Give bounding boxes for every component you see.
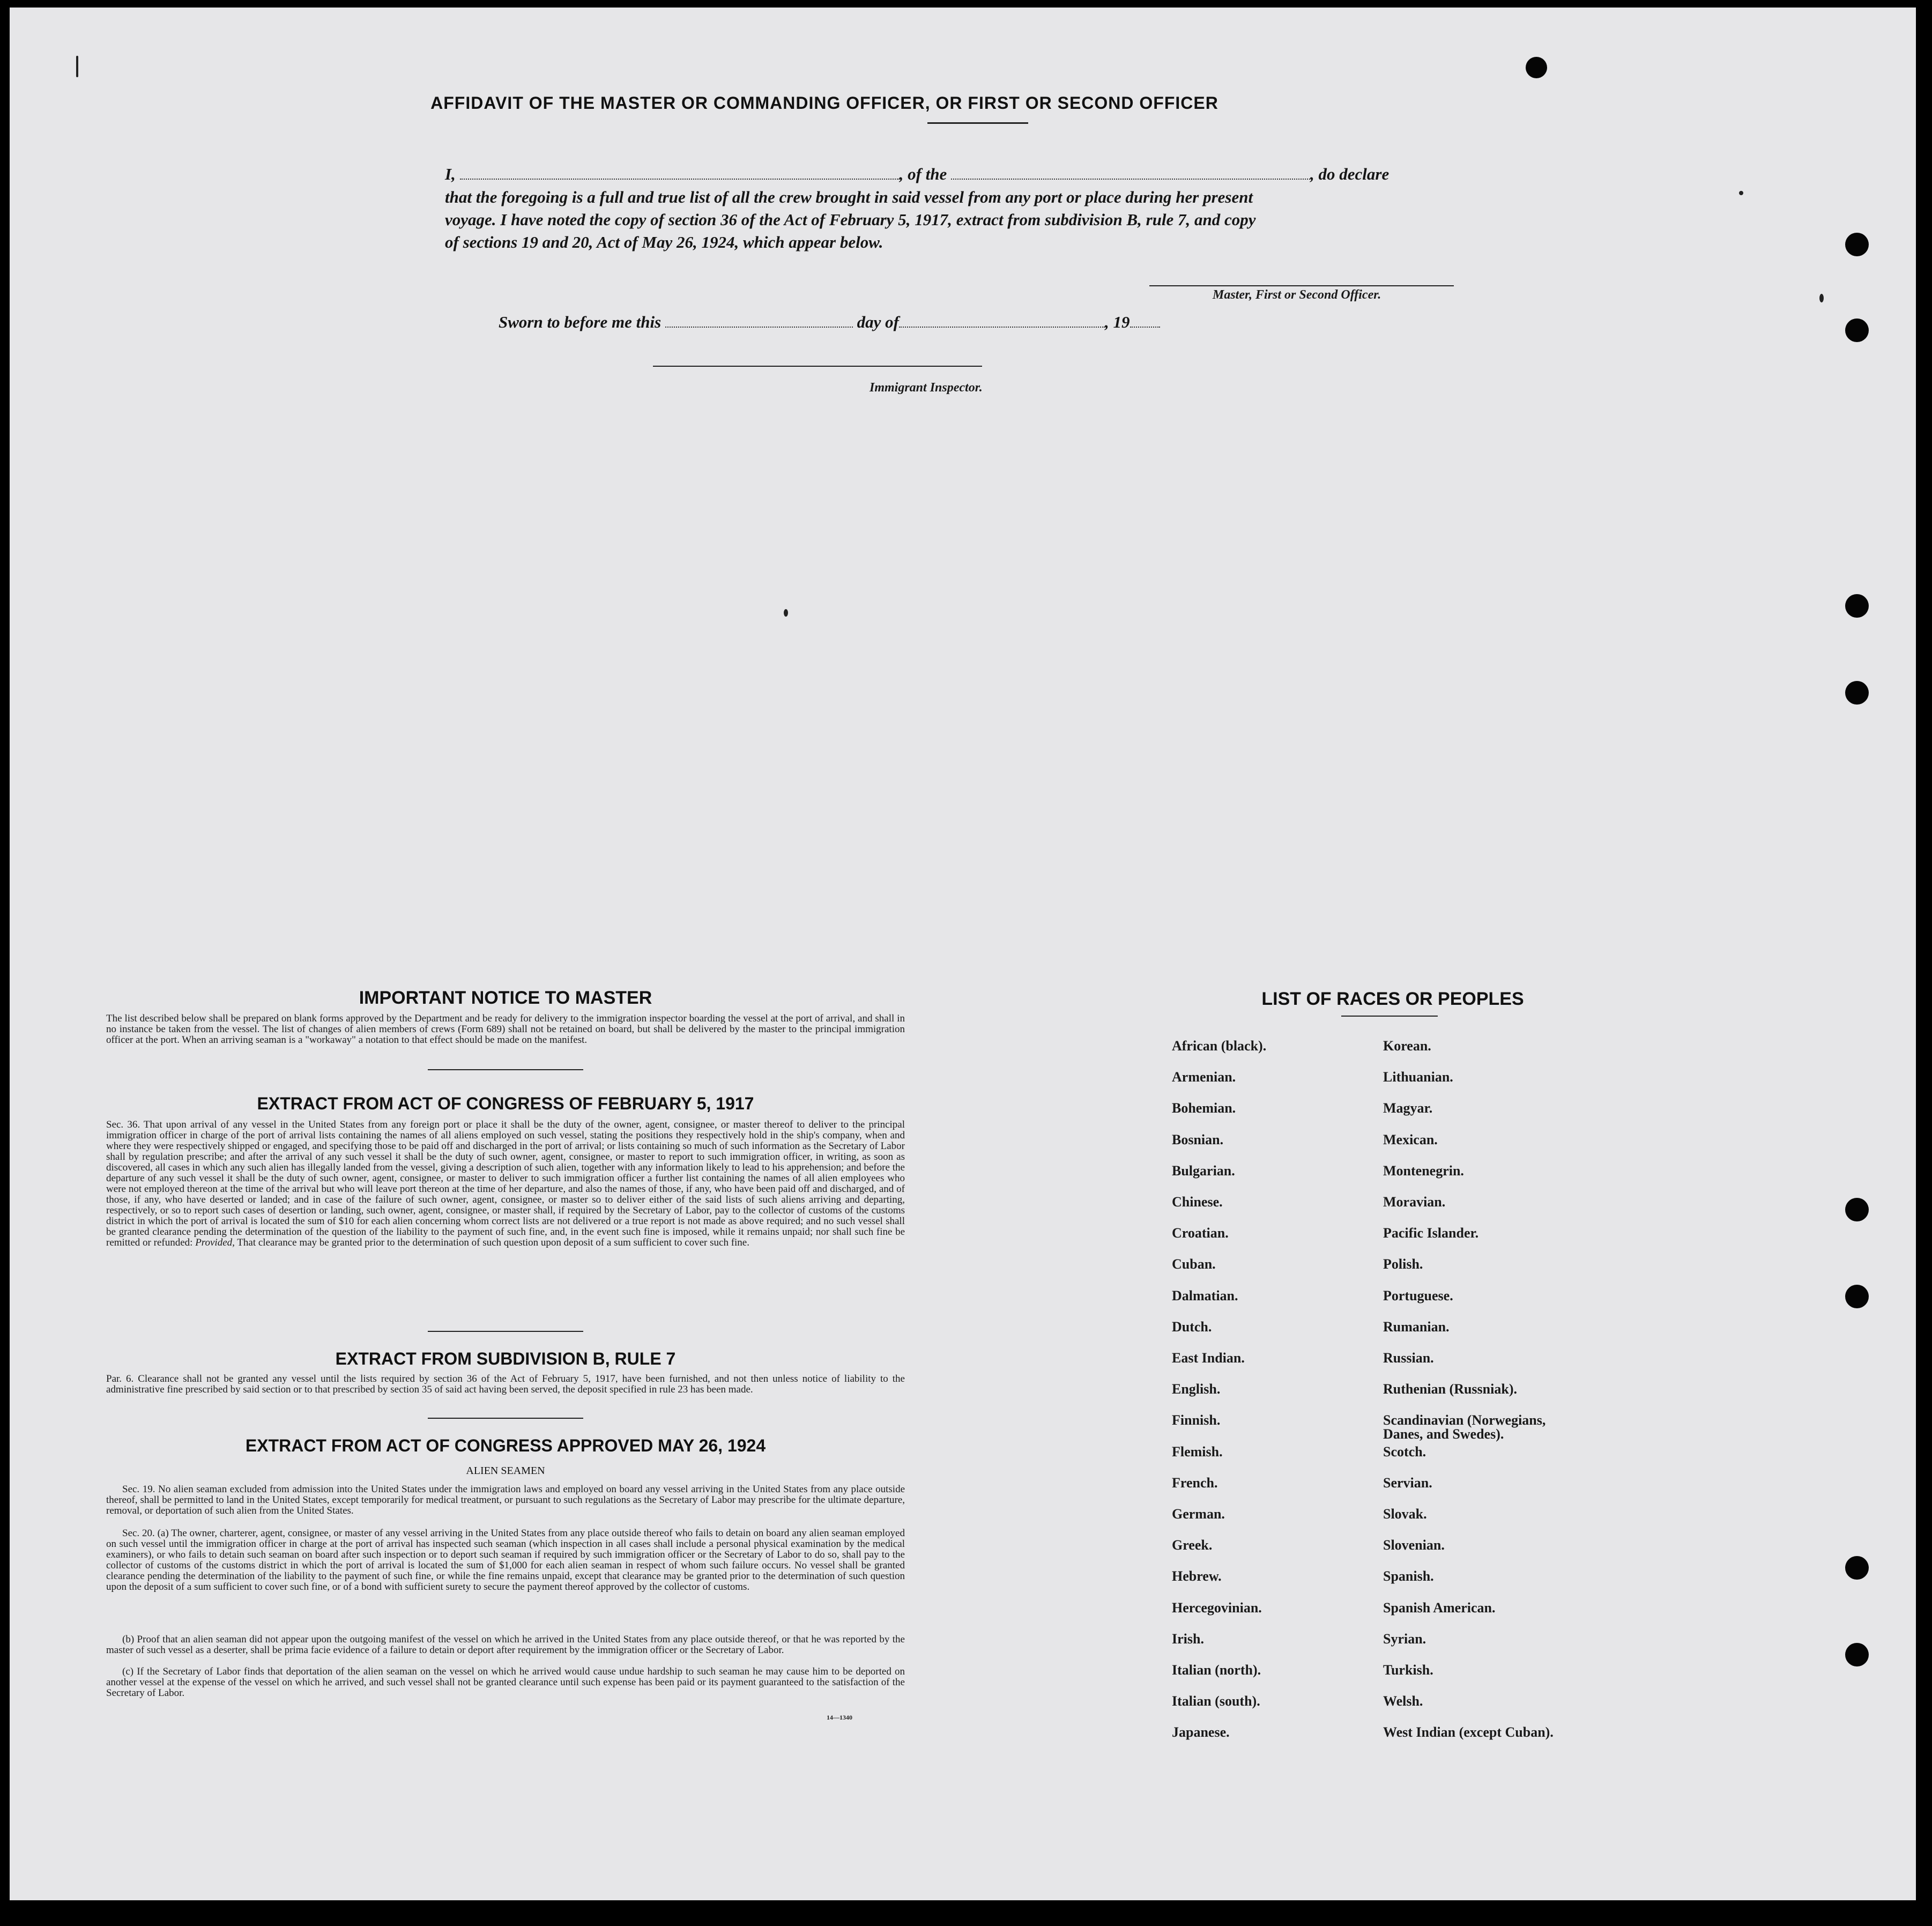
race-item: Slovak. xyxy=(1383,1506,1427,1522)
sworn-year-field[interactable] xyxy=(1130,314,1160,328)
notice-text: The list described below shall be prepared on blank forms approved by the Department and be ready for delivery to the immigration inspector boarding the vessel at the port of arrival, and shall in no instance be taken from the vessel. The list of changes of alien members of crews (Form 689) shall not be retained on board, but shall be delivered by the master to the principal immigration officer at the port. When an arriving seaman is a "workaway" a notation to that effect should be made on the manifest. xyxy=(106,1013,905,1046)
sec20c-text: (c) If the Secretary of Labor finds that deportation of the alien seaman on the vessel on which he arrived would cause undue hardship to such seaman he may cause him to be deported on another vessel at the expense of the vessel on which he arrived, and such vessel shall not be granted clearance until such expense has been paid or its payment guaranteed to the satisfaction of the Secretary of Labor. xyxy=(106,1666,905,1699)
race-item: West Indian (except Cuban). xyxy=(1383,1724,1554,1740)
extract-1917-text xyxy=(106,1120,905,1248)
races-title: LIST OF RACES OR PEOPLES xyxy=(1261,989,1524,1009)
race-item: Bosnian. xyxy=(1172,1131,1224,1147)
race-item: Dalmatian. xyxy=(1172,1287,1238,1303)
race-item: African (black). xyxy=(1172,1038,1267,1054)
race-item: Hercegovinian. xyxy=(1172,1599,1262,1616)
race-item: Rumanian. xyxy=(1383,1318,1450,1335)
divider-3 xyxy=(428,1418,583,1419)
form-number: 14—1340 xyxy=(827,1714,852,1721)
master-caption: Master, First or Second Officer. xyxy=(1213,288,1381,302)
rule7-text: Par. 6. Clearance shall not be granted any vessel until the lists required by section 36 of the Act of February 5, 1917, have been furnished, and not then unless notice of liability to the administrative fine prescribed by said section or to that prescribed by section 35 of said act having been served, the deposit specified in rule 23 has been made. xyxy=(106,1373,905,1395)
punch-hole xyxy=(1526,57,1547,78)
race-item: Montenegrin. xyxy=(1383,1162,1464,1179)
race-item: Korean. xyxy=(1383,1038,1431,1054)
punch-hole xyxy=(1845,1643,1869,1666)
punch-hole xyxy=(1845,318,1869,342)
sec19-text: Sec. 19. No alien seaman excluded from admission into the United States under the immigration laws and employed on board any vessel arriving in the United States from any place outside thereof, shall be permitted to land in the United States, except temporarily for medical treatment, or pursuant to such regulations as the Secretary of Labor may prescribe for the ultimate departure, removal, or deportation of such alien from the United States. xyxy=(106,1484,905,1516)
vessel-name-field[interactable] xyxy=(951,166,1310,180)
divider-2 xyxy=(428,1331,583,1332)
race-item: Servian. xyxy=(1383,1475,1432,1491)
race-item: Bohemian. xyxy=(1172,1100,1236,1116)
race-item: English. xyxy=(1172,1381,1221,1397)
sec20a-text: Sec. 20. (a) The owner, charterer, agent, consignee, or master of any vessel arriving in the United States from any place outside thereof who fails to detain on board any alien seaman employed on such vessel until the immigration officer in charge at the port of arrival has inspected such seaman (which inspection in all cases shall include a personal physical examination by the medical examiners), or who fails to detain such seaman on board after such inspection or to deport such seaman if required by such immigration officer or the Secretary of Labor to do so, shall pay to the collector of customs of the customs district in which the port of arrival is located the sum of $1,000 for each alien seaman in respect of whom such failure occurs. No vessel shall be granted clearance pending the determination of the liability to the payment of such fine, or while the fine remains unpaid, except that clearance may be granted prior to the determination of such question upon the deposit of a sum sufficient to cover such fine, or of a bond with sufficient surety to secure the payment thereof approved by the collector of customs. xyxy=(106,1528,905,1592)
race-item: Chinese. xyxy=(1172,1194,1223,1210)
race-item: Finnish. xyxy=(1172,1412,1221,1428)
punch-hole xyxy=(1845,681,1869,705)
sworn-line xyxy=(499,311,1160,334)
race-item: Flemish. xyxy=(1172,1443,1223,1460)
extract-1917-text-main: Sec. 36. That upon arrival of any vessel in the United States from any foreign port or place it shall be the duty of the owner, agent, consignee, or master thereof to deliver to the principal immigration officer in charge of the port of arrival lists containing the names of all aliens employed on such vessel, stating the positions they respectively hold in the ship's company, when and where they were respectively shipped or engaged, and specifying those to be paid off and discharged in the port of arrival; or lists containing so much of such information as the Secretary of Labor shall by regulation prescribe; and after the arrival of any such vessel it shall be the duty of such owner, agent, consignee, or master to report to such immigration officer, in writing, as soon as discovered, all cases in which any such alien has illegally landed from the vessel, giving a description of such alien, together with any information likely to lead to his apprehension; and before the departure of any such vessel it shall be the duty of such owner, agent, consignee, or master to deliver to such immigration officer a further list containing the names of all alien employees who were not employed thereon at the time of the arrival but who will leave port thereon at the time of her departure, and also the names of those, if any, who have been paid off and discharged, and of those, if any, who have deserted or landed; and in case of the failure of such owner, agent, consignee, or master so to deliver either of the said lists of such aliens arriving and departing, respectively, or so to report such cases of desertion or landing, such owner, agent, consignee, or master shall, if required by the Secretary of Labor, pay to the collector of customs of the customs district in which the port of arrival is located the sum of $10 for each alien concerning whom correct lists are not delivered or a true report is not made as above required; and no such vessel shall be granted clearance pending the determination of the question of the liability to the payment of such fine, and, in the event such fine is imposed, while it remains unpaid; nor shall such fine be remitted or refunded: xyxy=(106,1119,905,1248)
scan-speck xyxy=(1739,191,1743,195)
declaration-line-3: voyage. I have noted the copy of section 36 of the Act of February 5, 1917, extract from subdivision B, rule 7, and copy xyxy=(445,210,1256,229)
race-item: Pacific Islander. xyxy=(1383,1225,1479,1241)
race-item: Japanese. xyxy=(1172,1724,1230,1740)
race-item: Croatian. xyxy=(1172,1225,1229,1241)
race-item: Cuban. xyxy=(1172,1256,1216,1272)
race-item: Armenian. xyxy=(1172,1069,1236,1085)
notice-title: IMPORTANT NOTICE TO MASTER xyxy=(359,988,652,1008)
race-item: Italian (south). xyxy=(1172,1693,1260,1709)
rule7-title: EXTRACT FROM SUBDIVISION B, RULE 7 xyxy=(335,1349,676,1368)
form-page xyxy=(10,8,1916,1900)
race-item: East Indian. xyxy=(1172,1350,1245,1366)
punch-hole xyxy=(1845,1556,1869,1580)
race-item: Dutch. xyxy=(1172,1318,1212,1335)
extract-1924-subtitle: ALIEN SEAMEN xyxy=(466,1465,545,1477)
punch-hole xyxy=(1845,1198,1869,1221)
sworn-day-field[interactable] xyxy=(665,314,853,328)
extract-1917-title: EXTRACT FROM ACT OF CONGRESS OF FEBRUARY 5, 1917 xyxy=(257,1094,754,1113)
race-item: German. xyxy=(1172,1506,1225,1522)
punch-hole xyxy=(1845,233,1869,256)
race-item: Mexican. xyxy=(1383,1131,1438,1147)
scan-speck xyxy=(784,609,788,617)
divider-1 xyxy=(428,1069,583,1070)
extract-1917-proviso: Provided, xyxy=(195,1237,235,1248)
race-item: Scotch. xyxy=(1383,1443,1426,1460)
race-item: Portuguese. xyxy=(1383,1287,1453,1303)
day-of-label: day of xyxy=(857,313,899,331)
race-item: Spanish American. xyxy=(1383,1599,1496,1616)
scan-speck xyxy=(76,56,78,77)
declaration-line-4: of sections 19 and 20, Act of May 26, 1924, which appear below. xyxy=(445,233,883,251)
extract-1917-text-end: That clearance may be granted prior to the determination of such question upon deposit of a sum sufficient to cover such fine. xyxy=(234,1237,749,1248)
race-item: Hebrew. xyxy=(1172,1568,1222,1584)
master-signature-line[interactable] xyxy=(1149,285,1454,286)
race-item: Russian. xyxy=(1383,1350,1434,1366)
inspector-signature-line[interactable] xyxy=(653,366,982,367)
race-item: Welsh. xyxy=(1383,1693,1423,1709)
sworn-month-field[interactable] xyxy=(899,314,1105,328)
punch-hole xyxy=(1845,1285,1869,1308)
race-item: Moravian. xyxy=(1383,1194,1446,1210)
race-item: Scandinavian (Norwegians, Danes, and Swedes). xyxy=(1383,1412,1546,1442)
extract-1924-title: EXTRACT FROM ACT OF CONGRESS APPROVED MAY 26, 1924 xyxy=(245,1436,766,1455)
race-item: Italian (north). xyxy=(1172,1662,1261,1678)
punch-hole xyxy=(1845,594,1869,618)
race-item: Magyar. xyxy=(1383,1100,1433,1116)
year-label: , 19 xyxy=(1105,313,1130,331)
do-declare-label: , do declare xyxy=(1310,165,1389,183)
race-item: Spanish. xyxy=(1383,1568,1434,1584)
races-title-rule xyxy=(1341,1016,1438,1017)
race-item: Slovenian. xyxy=(1383,1537,1445,1553)
race-item: Lithuanian. xyxy=(1383,1069,1453,1085)
officer-name-field[interactable] xyxy=(460,166,900,180)
affidavit-title: AFFIDAVIT OF THE MASTER OR COMMANDING OFFICER, OR FIRST OR SECOND OFFICER xyxy=(430,93,1218,113)
race-item: French. xyxy=(1172,1475,1218,1491)
of-the-label: , of the xyxy=(899,165,947,183)
race-item: Syrian. xyxy=(1383,1631,1426,1647)
race-item: Bulgarian. xyxy=(1172,1162,1235,1179)
declaration-line-1 xyxy=(445,163,1389,186)
sec20b-text: (b) Proof that an alien seaman did not appear upon the outgoing manifest of the vessel on which he arrived in the United States from any place outside thereof, or that he was reported by the master of such vessel as a deserter, shall be prima facie evidence of a failure to detain or deport after requirement by the immigration officer or the Secretary of Labor. xyxy=(106,1634,905,1656)
sworn-label: Sworn to before me this xyxy=(499,313,662,331)
declaration-line-2: that the foregoing is a full and true list of all the crew brought in said vessel from any port or place during her present xyxy=(445,188,1253,206)
race-item: Polish. xyxy=(1383,1256,1423,1272)
title-rule xyxy=(927,122,1028,124)
race-item: Turkish. xyxy=(1383,1662,1433,1678)
scan-speck xyxy=(1819,294,1824,302)
race-item: Irish. xyxy=(1172,1631,1204,1647)
race-item: Ruthenian (Russniak). xyxy=(1383,1381,1517,1397)
inspector-caption: Immigrant Inspector. xyxy=(870,381,983,395)
i-label: I, xyxy=(445,165,456,183)
race-item: Greek. xyxy=(1172,1537,1213,1553)
